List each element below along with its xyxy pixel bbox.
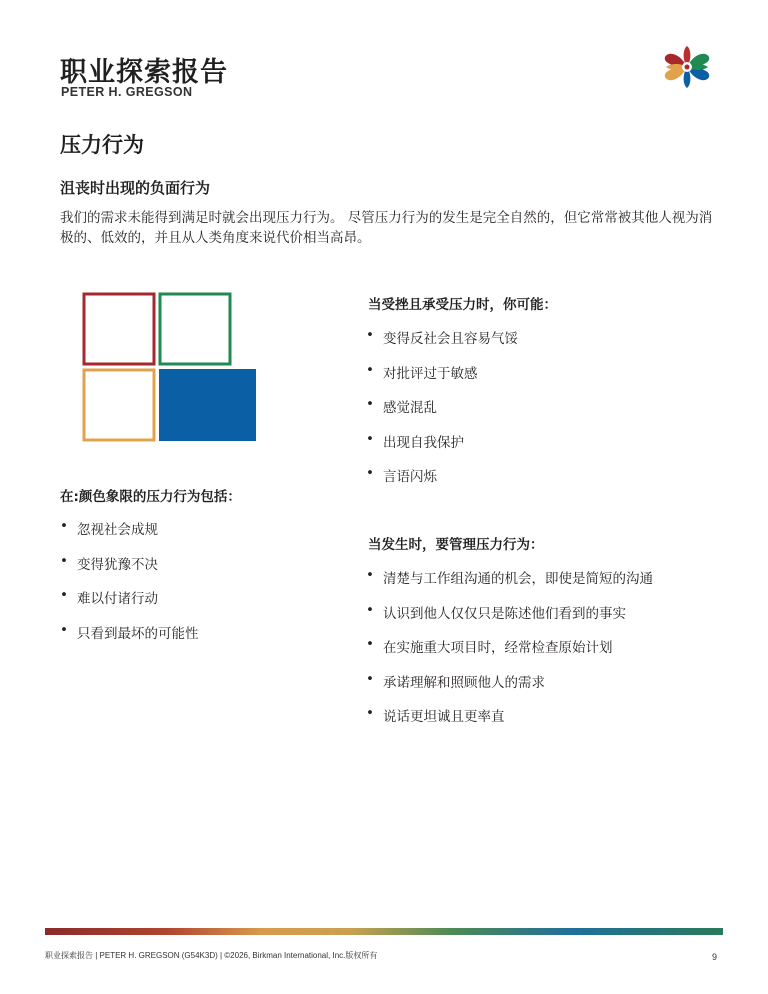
- footer-text: 职业探索报告 | PETER H. GREGSON (G54K3D) | ©2026, Birkman International, Inc.版权所有: [45, 951, 378, 960]
- list-item: • 言语闪烁: [366, 465, 437, 485]
- page-number: 9: [712, 952, 718, 962]
- list-item: • 对批评过于敏感: [366, 361, 478, 382]
- red-quadrant-square: [84, 294, 154, 364]
- list-item: • 出现自我保护: [366, 430, 464, 451]
- list-item: • 认识到他人仅仅只是陈述他们看到的事实: [366, 601, 626, 622]
- intro-paragraph: 我们的需求未能得到满足时就会出现压力行为。 尽管压力行为的发生是完全自然的，但它常常被其他人视为消极的、低效的，并且从人类角度来说代价相当高昂。: [60, 210, 713, 246]
- list-item: • 变得犹豫不决: [60, 552, 158, 573]
- report-title: 职业探索报告: [60, 57, 228, 88]
- color-behavior-list: [60, 518, 199, 656]
- color-quadrant-graphic: [80, 290, 260, 445]
- list-item: • 忽视社会成规: [60, 518, 158, 538]
- list-item: • 难以付诸行动: [60, 587, 158, 607]
- stressed-heading: 当受挫且承受压力时，你可能：: [368, 297, 557, 313]
- manage-heading: 当发生时，要管理压力行为：: [368, 537, 544, 553]
- list-item: • 只看到最坏的可能性: [60, 621, 199, 642]
- manage-list: [366, 567, 653, 740]
- footer-color-bar: [45, 928, 723, 935]
- list-item: • 变得反社会且容易气馁: [366, 327, 518, 347]
- yellow-quadrant-square: [84, 370, 154, 440]
- birkman-logo-icon: [662, 43, 712, 91]
- person-name: PETER H. GREGSON: [61, 85, 193, 99]
- color-behavior-heading: 在:颜色象限的压力行为包括：: [60, 489, 241, 505]
- section-subtitle: 沮丧时出现的负面行为: [60, 179, 211, 197]
- section-title: 压力行为: [60, 133, 144, 157]
- list-item: • 清楚与工作组沟通的机会，即使是简短的沟通: [366, 567, 653, 587]
- list-item: • 感觉混乱: [366, 396, 437, 416]
- green-quadrant-square: [160, 294, 230, 364]
- stressed-list: [366, 327, 518, 500]
- list-item: • 说话更坦诚且更率直: [366, 705, 505, 725]
- list-item: • 在实施重大项目时，经常检查原始计划: [366, 636, 613, 656]
- blue-quadrant-square: [159, 369, 256, 441]
- list-item: • 承诺理解和照顾他人的需求: [366, 670, 545, 691]
